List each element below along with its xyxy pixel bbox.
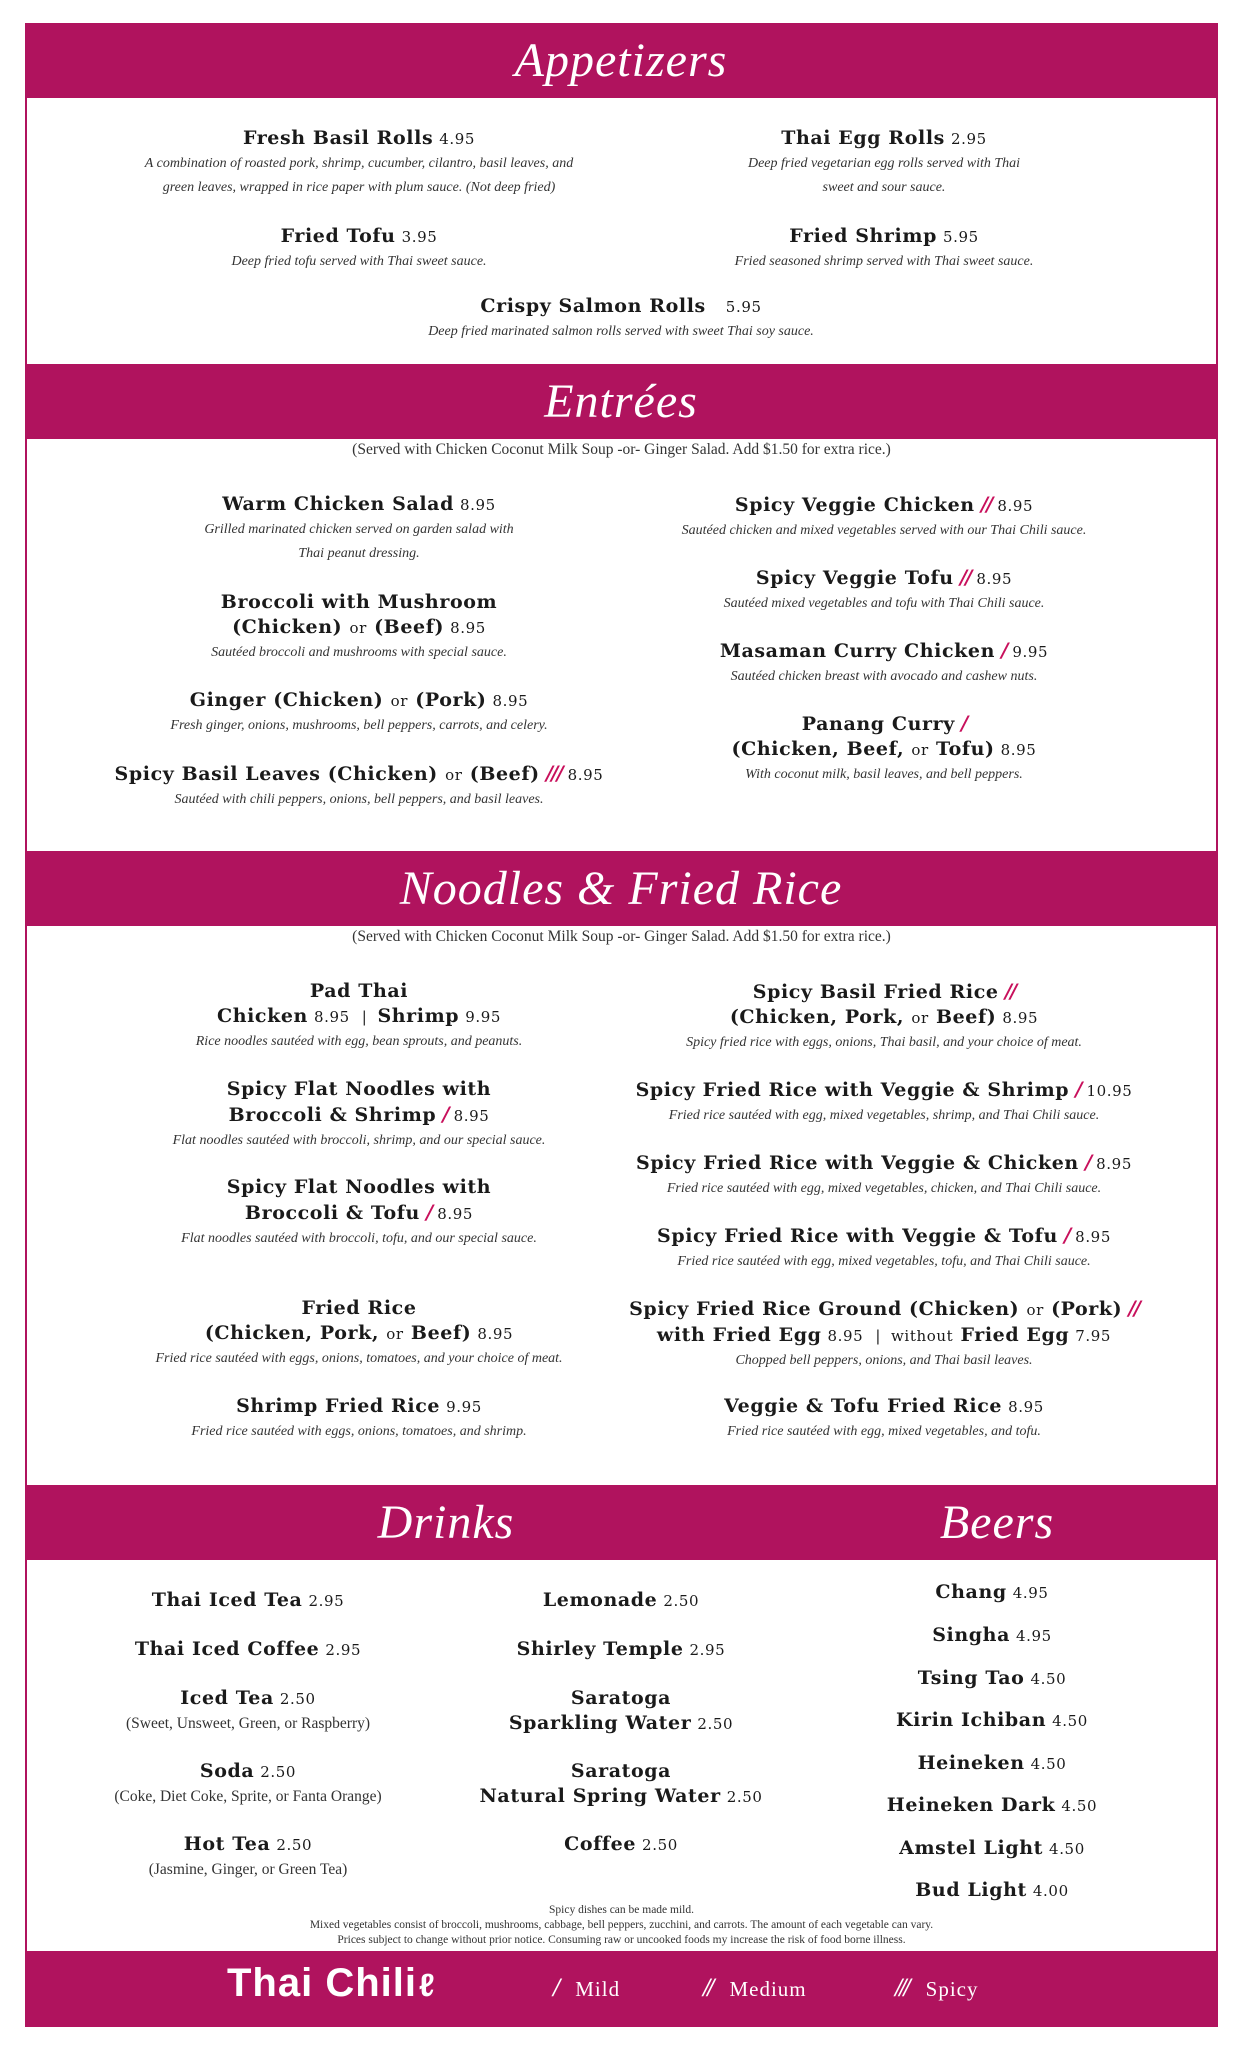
menu-item: Spicy Basil Fried Rice // (Chicken, Pork, or Beef) 8.95 Spicy fried rice with eggs, onions, Thai basil, and your choice of meat. (686, 979, 1082, 1050)
menu-item: Spicy Fried Rice Ground (Chicken) or (Pork) // with Fried Egg 8.95 | without Fried Egg 7.95 Chopped bell peppers, onions, and Thai basil leaves. (629, 1296, 1139, 1368)
beer-item: Kirin Ichiban 4.50 (896, 1709, 1088, 1731)
chili-icon: / (1063, 1223, 1070, 1247)
chili-icon: // (1128, 1296, 1139, 1320)
beers-title: Beers (939, 1495, 1055, 1549)
footer-bar (25, 1951, 1218, 2027)
footnote-line: Prices subject to change without prior notice. Consuming raw or uncooked foods my increase the risk of food borne illness. (337, 1934, 906, 1946)
menu-item: Veggie & Tofu Fried Rice 8.95 Fried rice sautéed with egg, mixed vegetables, and tofu. (724, 1395, 1044, 1439)
menu-item: Pad Thai Chicken 8.95 | Shrimp 9.95 Rice noodles sautéed with egg, bean sprouts, and peanuts. (195, 980, 523, 1049)
menu-item: Spicy Flat Noodles with Broccoli & Shrimp / 8.95 Flat noodles sautéed with broccoli, shrimp, and our special sauce. (172, 1078, 546, 1148)
drink-item: Hot Tea 2.50 (Jasmine, Ginger, or Green Tea) (148, 1833, 348, 1878)
menu-item: Fried Rice (Chicken, Pork, or Beef) 8.95 Fried rice sautéed with eggs, onions, tomatoes, and your choice of meat. (155, 1297, 563, 1366)
chili-icon: / (425, 1200, 432, 1224)
menu-item: Warm Chicken Salad 8.95 Grilled marinated chicken served on garden salad with Thai peanut dressing. (204, 493, 514, 561)
drink-item: Shirley Temple 2.95 (516, 1638, 726, 1660)
menu-item: Ginger (Chicken) or (Pork) 8.95 Fresh ginger, onions, mushrooms, bell peppers, carrots, and celery. (170, 689, 548, 733)
chili-icon: / (1084, 1150, 1091, 1174)
menu-item: Spicy Veggie Chicken // 8.95 Sautéed chicken and mixed vegetables served with our Thai Chili sauce. (681, 492, 1087, 538)
chili-icon: / (553, 1973, 558, 2002)
footnote-line: Mixed vegetables consist of broccoli, mushrooms, cabbage, bell peppers, zucchini, and carrots. The amount of each vegetable can vary. (309, 1919, 934, 1931)
legend-spicy: /// Spicy (895, 1973, 979, 2002)
drinks-header (25, 1485, 1218, 1560)
chili-icon: / (442, 1102, 448, 1126)
chili-icon: /// (545, 761, 562, 785)
chili-icon: / (1075, 1077, 1081, 1101)
menu-item: Spicy Flat Noodles with Broccoli & Tofu / 8.95 Flat noodles sautéed with broccoli, tofu, and our special sauce. (181, 1176, 537, 1246)
menu-item: Fried Tofu 3.95 Deep fried tofu served with Thai sweet sauce. (231, 225, 487, 269)
legend-mild: / Mild (553, 1973, 621, 2002)
chili-icon: / (960, 711, 967, 735)
drink-item: Thai Iced Coffee 2.95 (134, 1638, 362, 1660)
beer-item: Tsing Tao 4.50 (917, 1667, 1067, 1689)
noodles-header (25, 851, 1218, 926)
entrees-note: (Served with Chicken Coconut Milk Soup -or- Ginger Salad. Add $1.50 for extra rice.) (352, 441, 891, 458)
chili-icon: // (959, 565, 971, 589)
legend-medium: // Medium (703, 1973, 807, 2002)
chili-icon: // (703, 1973, 712, 2002)
drink-item: Saratoga Sparkling Water 2.50 (508, 1687, 734, 1734)
chili-icon: // (1004, 979, 1016, 1003)
footnotes (25, 1903, 1218, 1948)
menu-item: Spicy Basil Leaves (Chicken) or (Beef) /// 8.95 Sautéed with chili peppers, onions, bell peppers, and basil leaves. (114, 761, 604, 807)
chili-icon: /// (895, 1973, 908, 2002)
footnote-line: Spicy dishes can be made mild. (549, 1904, 694, 1916)
appetizers-title: Appetizers (514, 33, 728, 87)
drink-item: Soda 2.50 (Coke, Diet Coke, Sprite, or Fanta Orange) (114, 1760, 382, 1805)
menu-item: Spicy Veggie Tofu // 8.95 Sautéed mixed vegetables and tofu with Thai Chili sauce. (723, 565, 1045, 611)
menu-item: Spicy Fried Rice with Veggie & Chicken / 8.95 Fried rice sautéed with egg, mixed vegetables, chicken, and Thai Chili sauce. (636, 1150, 1132, 1196)
drink-item: Lemonade 2.50 (542, 1589, 700, 1611)
beer-item: Amstel Light 4.50 (899, 1837, 1085, 1859)
menu-item: Spicy Fried Rice with Veggie & Tofu / 8.95 Fried rice sautéed with egg, mixed vegetables, tofu, and Thai Chili sauce. (657, 1223, 1111, 1269)
menu-item: Spicy Fried Rice with Veggie & Shrimp / 10.95 Fried rice sautéed with egg, mixed vegetables, shrimp, and Thai Chili sauce. (635, 1077, 1133, 1123)
menu-item: Panang Curry / (Chicken, Beef, or Tofu) 8.95 With coconut milk, basil leaves, and bell peppers. (731, 711, 1037, 782)
noodles-title: Noodles & Fried Rice (399, 861, 843, 915)
menu-item: Masaman Curry Chicken / 9.95 Sautéed chicken breast with avocado and cashew nuts. (719, 638, 1049, 684)
beer-item: Singha 4.95 (932, 1624, 1052, 1646)
drink-item: Saratoga Natural Spring Water 2.50 (479, 1760, 763, 1807)
beer-item: Bud Light 4.00 (915, 1879, 1069, 1901)
entrees-header (25, 364, 1218, 439)
drink-item: Thai Iced Tea 2.95 (151, 1589, 345, 1611)
entrees-title: Entrées (544, 374, 698, 428)
menu-item: Crispy Salmon Rolls 5.95 Deep fried marinated salmon rolls served with sweet Thai soy sauce. (428, 295, 814, 339)
appetizers-header (25, 23, 1218, 98)
chili-icon: / (1001, 638, 1007, 662)
beer-item: Heineken 4.50 (917, 1752, 1067, 1774)
noodles-note: (Served with Chicken Coconut Milk Soup -or- Ginger Salad. Add $1.50 for extra rice.) (352, 928, 891, 945)
drink-item: Iced Tea 2.50 (Sweet, Unsweet, Green, or Raspberry) (125, 1687, 371, 1732)
drinks-title: Drinks (377, 1495, 515, 1549)
menu-item: Thai Egg Rolls 2.95 Deep fried vegetarian egg rolls served with Thai sweet and sour sauce. (747, 127, 1021, 195)
thai-chili-logo: Thai Chiliℓ (227, 1961, 436, 2005)
menu-item: Fresh Basil Rolls 4.95 A combination of roasted pork, shrimp, cucumber, cilantro, basil leaves, and green leaves, wrapped in rice paper with plum sauce. (Not deep fried) (144, 127, 574, 195)
menu-item: Shrimp Fried Rice 9.95 Fried rice sautéed with eggs, onions, tomatoes, and shrimp. (191, 1395, 527, 1439)
beer-item: Heineken Dark 4.50 (886, 1794, 1098, 1816)
drink-item: Coffee 2.50 (564, 1833, 678, 1855)
beer-item: Chang 4.95 (935, 1581, 1049, 1603)
chili-icon: // (980, 492, 992, 516)
menu-item: Broccoli with Mushroom (Chicken) or (Beef) 8.95 Sautéed broccoli and mushrooms with special sauce. (211, 591, 507, 660)
menu-item: Fried Shrimp 5.95 Fried seasoned shrimp served with Thai sweet sauce. (734, 225, 1034, 269)
